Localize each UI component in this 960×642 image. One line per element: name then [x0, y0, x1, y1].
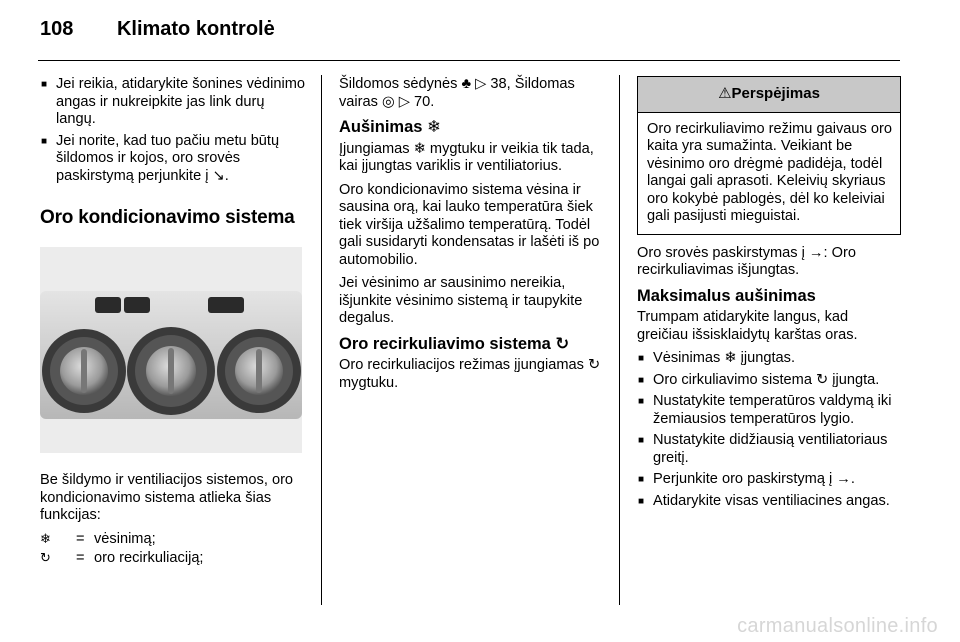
column-1 [40, 76, 306, 568]
cooling-paragraph: Oro kondicionavimo sistema vėsina ir sausina orą, kai lauko temperatūra šiek tiek viršija užšalimo temperatūrą. Todėl gali susidaryti kondensatas ir lašėti iš po automobilio. [339, 181, 600, 268]
cooling-paragraph: Jei vėsinimo ar sausinimo nereikia, išjunkite vėsinimo sistemą ir taupykite degalus. [339, 275, 583, 326]
watermark: carmanualsonline.info [737, 615, 938, 637]
cooling-paragraph: Įjungiamas ❄ mygtuku ir veikia tik tada, kai įjungtas variklis ir ventiliatorius. [339, 140, 594, 174]
list-item: ■ Oro cirkuliavimo sistema ↻ įjungta. [637, 372, 901, 390]
ac-intro-text: Be šildymo ir ventiliacijos sistemos, oro kondicionavimo sistema atlieka šias funkcijas: [40, 472, 294, 523]
list-item: ■ Nustatykite temperatūros valdymą iki žemiausios temperatūros lygio. [637, 393, 901, 428]
section-heading-ac: Oro kondicionavimo sistema [40, 207, 295, 228]
heated-seats-text: Šildomos sėdynės ♣ ▷ 38, Šildomas vairas ◎ ▷ 70. [339, 76, 575, 110]
def-equals: = [76, 550, 85, 566]
intro-bullet-list [40, 76, 306, 185]
recirculation-icon: ↻ [40, 551, 51, 566]
max-cooling-steps [637, 350, 901, 510]
section-heading-max-cooling: Maksimalus aušinimas [637, 286, 816, 305]
header-rule [38, 60, 900, 61]
column-2 [339, 76, 605, 398]
recirculation-paragraph: Oro recirkuliacijos režimas įjungiamas ↻ mygtuku. [339, 357, 601, 391]
page-title: Klimato kontrolė [116, 18, 275, 40]
list-item: ■ Vėsinimas ❄ įjungtas. [637, 350, 901, 368]
climate-control-panel-photo [40, 247, 302, 453]
warning-box [637, 76, 901, 235]
column-3 [637, 76, 901, 516]
snowflake-icon: ❄ [40, 531, 51, 547]
list-item: ■ Perjunkite oro paskirstymą į →. [637, 471, 901, 489]
list-item: ■ Jei reikia, atidarykite šonines vėdinimo angas ir nukreipkite jas link durų langų. [40, 76, 306, 129]
rear-defrost-button [208, 297, 244, 313]
column-divider-2 [619, 75, 620, 605]
function-definitions [40, 531, 306, 568]
section-heading-cooling: Aušinimas ❄ [339, 118, 441, 136]
page-number: 108 [40, 18, 74, 40]
def-text: oro recirkuliaciją; [94, 550, 204, 566]
list-item: ■ Nustatykite didžiausią ventiliatoriaus greitį. [637, 432, 901, 467]
list-item: ■ Jei norite, kad tuo pačiu metu būtų šildomos ir kojos, oro srovės paskirstymą perjunkite į ↘. [40, 133, 306, 186]
ac-button [95, 297, 121, 313]
airflow-text: Oro srovės paskirstymas į →: Oro recirkuliavimas išjungtas. [637, 244, 856, 278]
def-equals: = [76, 530, 85, 547]
column-divider-1 [321, 75, 322, 605]
max-cooling-intro: Trumpam atidarykite langus, kad greičiau išsisklaidytų karštas oras. [637, 309, 858, 343]
list-item: ■ Atidarykite visas ventiliacines angas. [637, 493, 901, 511]
recirculation-button [124, 297, 150, 313]
section-heading-recirculation: Oro recirkuliavimo sistema ↻ [339, 334, 570, 353]
warning-text: Oro recirkuliavimo režimu gaivaus oro kaita yra sumažinta. Veikiant be vėsinimo oro drėgmė padidėja, todėl langai gali aprasoti. Keleivių skyriaus oro kokybė pablogės, dėl ko keleiviai gali pasijusti mieguistai. [647, 120, 892, 224]
warning-title: ⚠Perspėjimas [638, 77, 900, 113]
def-text: vėsinimą; [94, 530, 156, 547]
page-header [40, 18, 275, 41]
